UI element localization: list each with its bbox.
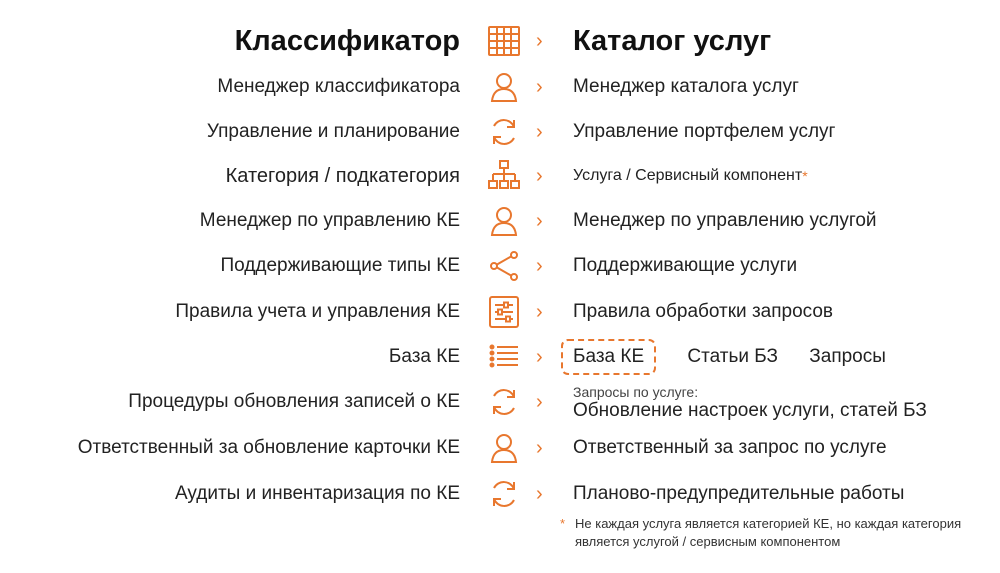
- catalog-item: [573, 156, 808, 196]
- footnote-text: Не каждая услуга является категорией КЕ, но каждая категория является услугой / сервисным компонентом: [575, 516, 962, 549]
- list-icon: [486, 340, 522, 374]
- mapping-row: [0, 292, 1000, 332]
- chevron-right-icon: ›: [536, 76, 543, 98]
- catalog-item: Управление портфелем услуг: [573, 121, 836, 142]
- catalog-item: Поддерживающие услуги: [573, 255, 798, 276]
- catalog-item-caption: Запросы по услуге:: [573, 384, 699, 400]
- share-icon: [486, 249, 522, 283]
- classifier-item: Ответственный за обновление карточки КЕ: [77, 437, 460, 458]
- abacus-icon: [486, 24, 522, 58]
- person-icon: [486, 70, 522, 104]
- mapping-row: [0, 337, 1000, 377]
- classifier-item: Поддерживающие типы КЕ: [220, 255, 460, 276]
- settings-sliders-icon: [486, 295, 522, 329]
- classifier-item: Аудиты и инвентаризация по КЕ: [174, 483, 460, 504]
- classifier-item: Категория / подкатегория: [225, 165, 460, 187]
- chevron-right-icon: ›: [536, 483, 543, 505]
- catalog-item: Менеджер по управлению услугой: [573, 210, 877, 231]
- classifier-item: Менеджер по управлению КЕ: [199, 210, 460, 231]
- person-icon: [486, 431, 522, 465]
- mapping-row: [0, 201, 1000, 241]
- kb-articles-label: Статьи БЗ: [687, 346, 778, 367]
- catalog-item-text: Услуга / Сервисный компонент: [573, 167, 803, 184]
- chevron-right-icon: ›: [536, 210, 543, 232]
- catalog-item: Менеджер каталога услуг: [573, 76, 799, 97]
- refresh-icon: [486, 385, 522, 419]
- chevron-right-icon: ›: [536, 121, 543, 143]
- catalog-title: Каталог услуг: [573, 25, 772, 57]
- footnote-star: *: [560, 516, 566, 531]
- classifier-item: Правила учета и управления КЕ: [175, 301, 460, 322]
- classifier-item: Менеджер классификатора: [217, 76, 460, 97]
- mapping-row: [0, 67, 1000, 107]
- chevron-right-icon: ›: [536, 165, 543, 187]
- catalog-item: Обновление настроек услуги, статей БЗ: [573, 400, 927, 421]
- refresh-icon: [486, 477, 522, 511]
- catalog-item: Правила обработки запросов: [573, 301, 834, 322]
- classifier-item: База КЕ: [388, 346, 460, 367]
- requests-label: Запросы: [809, 346, 886, 367]
- hierarchy-icon: [486, 159, 522, 193]
- classifier-title: Классификатор: [234, 25, 460, 57]
- catalog-item: [573, 337, 886, 377]
- header-row: [0, 21, 1000, 61]
- mapping-row: [0, 474, 1000, 514]
- chevron-right-icon: ›: [536, 30, 543, 52]
- classifier-item: Процедуры обновления записей о КЕ: [128, 391, 460, 412]
- refresh-icon: [486, 115, 522, 149]
- chevron-right-icon: ›: [536, 437, 543, 459]
- chevron-right-icon: ›: [536, 346, 543, 368]
- kb-highlight-box: База КЕ: [561, 339, 656, 375]
- mapping-row: [0, 156, 1000, 196]
- chevron-right-icon: ›: [536, 391, 543, 413]
- catalog-item: Планово-предупредительные работы: [573, 483, 905, 504]
- chevron-right-icon: ›: [536, 255, 543, 277]
- person-icon: [486, 204, 522, 238]
- catalog-item: Ответственный за запрос по услуге: [573, 437, 887, 458]
- mapping-row: [0, 428, 1000, 468]
- footnote-star: *: [802, 168, 808, 184]
- classifier-item: Управление и планирование: [206, 121, 460, 142]
- chevron-right-icon: ›: [536, 301, 543, 323]
- mapping-row: [0, 382, 1000, 422]
- mapping-row: [0, 112, 1000, 152]
- mapping-row: [0, 246, 1000, 286]
